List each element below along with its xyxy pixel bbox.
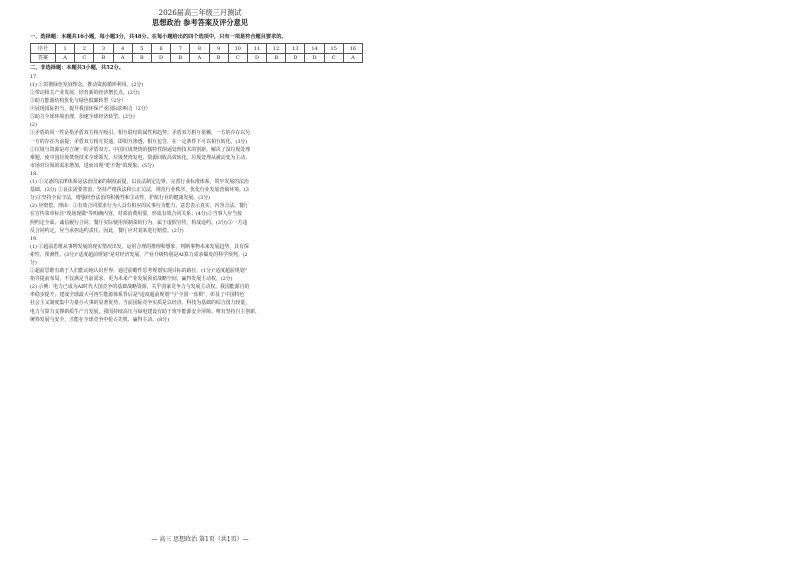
answer-cell: A: [190, 53, 209, 63]
question-number-cell: 15: [324, 44, 343, 54]
question-number-cell: 10: [228, 44, 247, 54]
answer-line: ⑤助力全球环境治理，加速全球经济转型。(2分): [30, 114, 135, 121]
section2-heading: 二、非选择题：本题共3小题，共52分。: [30, 65, 124, 72]
answer-cell: B: [132, 53, 151, 63]
question-number-cell: 12: [267, 44, 286, 54]
answer-line: 率稳步提升，建成全球最大可再生能源体系背后是"适度超前规划"与"全国一盘棋"，彰显了中国特色: [30, 292, 245, 299]
answer-line: 分)③坚持全民守法，增强经营法治的积极性和主动性，护航行业的健康发展。(3分): [30, 195, 211, 202]
answer-cell: B: [94, 53, 113, 63]
answer-line: ①矛盾的同一性是指矛盾双方相互吸引、相互联结的属性和趋势。矛盾双方相互依赖，一方的存在以另: [30, 130, 251, 137]
question-number-cell: 7: [171, 44, 190, 54]
answer-line: 难题，使中国垃圾焚烧技术全球领先。垃圾焚烧发电、资源回收高效转化。垃圾处理从被动变为主动，: [30, 154, 251, 161]
answer-line: (2) 应赔偿。理由：①有效合同要求行为人具有相应的民事行为能力，意思表示真实，内容合法。餐厅: [30, 203, 249, 210]
question-number-cell: 3: [94, 44, 113, 54]
answer-table: [30, 43, 363, 63]
question-number-cell: 14: [305, 44, 324, 54]
answer-line: 19.: [30, 235, 38, 242]
exam-title: 2026届高三年级三月测试: [158, 8, 242, 17]
answer-line: (2) 示例：电力已成为AI时代大国竞争的基础战略资源，关乎国家竞争力与发展主动权。我国能源自给: [30, 284, 250, 291]
answer-cell: A: [343, 53, 362, 63]
answer-line: ②带动相关产业发展，培育新的经济增长点。(2分): [30, 90, 140, 96]
section2-body: [30, 73, 370, 324]
question-number-cell: 1: [56, 44, 75, 54]
answer-line: 分): [30, 259, 37, 266]
answer-line: ②垃圾与资源是对立统一的矛盾双方。中国垃圾焚烧的独特性倒逼处理技术的创新，解决了湿垃圾处理: [30, 146, 251, 153]
answer-cell: D: [286, 53, 305, 63]
table-row-label-number: 序号: [31, 44, 56, 54]
answer-line: 一方的存在为前提；矛盾双方相互贯通，即相互渗透，相互包含，在一定条件下可以相互转化。(3分): [30, 138, 248, 145]
answer-cell: B: [267, 53, 286, 63]
question-number-cell: 11: [247, 44, 266, 54]
answer-cell: C: [324, 53, 343, 63]
question-number-cell: 13: [286, 44, 305, 54]
exam-subtitle: 思想政治 参考答案及评分意见: [152, 18, 248, 27]
question-number-cell: 8: [190, 44, 209, 54]
answer-line: 市场对垃圾的需求增加，进而出现"吃不饱"的现象。(5分): [30, 162, 154, 169]
table-row-label-answer: 答案: [31, 53, 56, 63]
answer-table-answer-row: [31, 53, 363, 63]
answer-cell: D: [247, 53, 266, 63]
answer-line: (1) ①完备的法律体系是法治国家的制度前提，以良法制定边界，完善行业标准体系，筑牢发展的法治: [30, 179, 249, 186]
answer-cell: C: [228, 53, 247, 63]
answer-cell: D: [151, 53, 170, 63]
answer-line: 指导提前布局，不仅满足当前需求，更为未来产业发展预留战略空间，赢得发展主动权。(2分): [30, 276, 233, 283]
answer-line: 社会主义制度集中力量办大事的显著优势。当前国际竞争实质是以经济、科技为基础的综合国力较量，: [30, 300, 251, 307]
answer-line: 电力与算力支撑新质生产力发展，我国持续高压与绿电建设有助于筑牢能源安全屏障。唯有坚持自主创新，: [30, 308, 260, 315]
question-number-cell: 9: [209, 44, 228, 54]
answer-cell: A: [56, 53, 75, 63]
answer-line: 基础。(3分) ②良法需要善治，坚持严格执法和公正司法，规范行业秩序，优化行业发展营商环境。(3: [30, 187, 249, 194]
answer-line: 反合同约定，应当承担违约责任。因此，餐厅应对刘某进行赔偿。(2分): [30, 227, 184, 234]
question-number-cell: 6: [151, 44, 170, 54]
answer-line: ③助力能源结构优化与绿色低碳转型（2分）: [30, 98, 127, 105]
answer-cell: D: [305, 53, 324, 63]
question-number-cell: 2: [75, 44, 94, 54]
answer-cell: C: [75, 53, 94, 63]
answer-line: 17.: [30, 73, 38, 80]
answer-line: 索性、预测性。(3分)"适度超前规划"是对经济发展、产业升级特别是AI算力需求爆发的科学预判。(2: [30, 251, 248, 258]
answer-line: 18.: [30, 170, 38, 177]
answer-line: ④展现国际担当，提升我国环保产业国际影响力（2分）: [30, 106, 151, 113]
answer-line: (1) ①贯彻绿色发展理念，推动资源循环利用。(2分): [30, 81, 144, 88]
answer-cell: A: [113, 53, 132, 63]
answer-cell: B: [171, 53, 190, 63]
answer-table-number-row: [31, 44, 363, 54]
answer-line: (1) ①超前思维从事物发展的现实情况出发，运用合理的推理和想象，判断事物未来发展趋势，具有探: [30, 243, 249, 250]
page-footer: — 高三 思想政治 第1页（共1页）—: [151, 536, 249, 543]
question-number-cell: 5: [132, 44, 151, 54]
answer-line: 在宣传菜单标注"现场现做"等明确内容，对菜消费用要，形成有效合同关系；(4分)②当事人应当按: [30, 211, 242, 218]
answer-cell: B: [209, 53, 228, 63]
section1-heading: 一、选择题：本题共16小题，每小题3分，共48分。在每小题给出的四个选项中，只有一项是符合题目要求的。: [30, 34, 287, 40]
answer-line: 统筹发展与安全，才能在全球竞争中抢占先机、赢得主动。(8分): [30, 316, 169, 323]
answer-line: ②超前思维有助于人们能动地认识世界，通过前瞻性思考规划实现目标的路径。(1分)"适度超前规划": [30, 268, 247, 275]
question-number-cell: 4: [113, 44, 132, 54]
answer-sheet-page: [30, 8, 370, 324]
answer-line: (2): [30, 122, 37, 129]
answer-line: 照约定全面、诚信履行合同。餐厅实际使用预制菜的行为，属于虚假宣传，构成违约。(3分)③一方违: [30, 219, 248, 226]
question-number-cell: 16: [343, 44, 362, 54]
